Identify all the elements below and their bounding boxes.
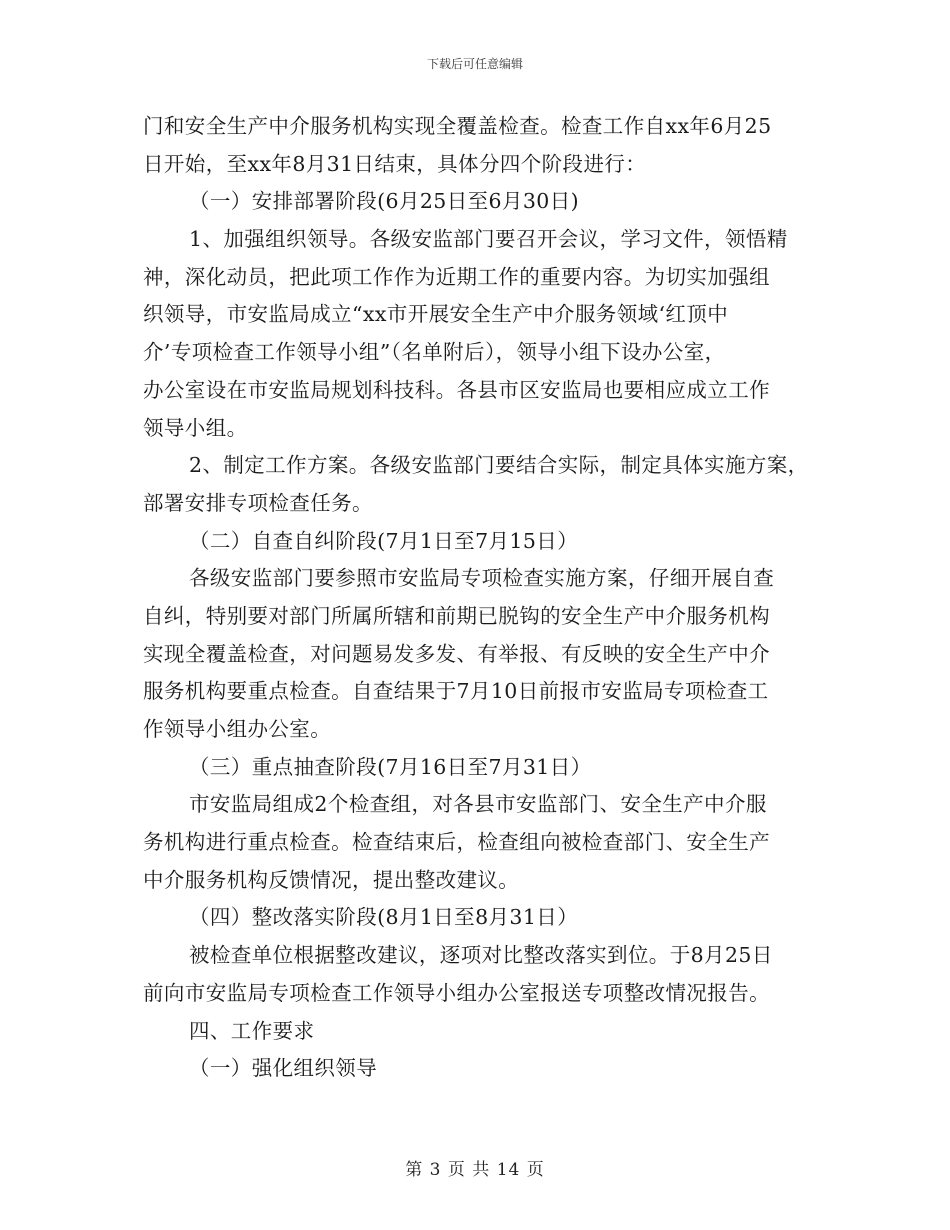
section-heading: （三）重点抽查阶段(7月16日至7月31日） (189, 754, 592, 779)
text-line: 实现全覆盖检查，对问题易发多发、有举报、有反映的安全生产中介 (143, 641, 770, 666)
text-line: 领导小组。 (143, 415, 248, 440)
text-line: 织领导，市安监局成立“xx市开展安全生产中介服务领域‘红顶中 (143, 302, 729, 327)
text-line: 各级安监部门要参照市安监局专项检查实施方案，仔细开展自查 (189, 566, 775, 591)
text-line: 神，深化动员，把此项工作作为近期工作的重要内容。为切实加强组 (143, 264, 770, 289)
section-heading: （二）自查自纠阶段(7月1日至7月15日） (189, 528, 579, 553)
section-heading: （一）强化组织领导 (189, 1056, 378, 1081)
text-line: 介’专项检查工作领导小组”（名单附后），领导小组下设办公室， (143, 340, 726, 365)
text-line: 被检查单位根据整改建议，逐项对比整改落实到位。于8月25日 (189, 943, 773, 968)
section-heading: 四、工作要求 (189, 1018, 315, 1043)
document-body (143, 108, 843, 1088)
text-line: 服务机构要重点检查。自查结果于7月10日前报市安监局专项检查工 (143, 679, 769, 704)
text-line: 部署安排专项检查任务。 (143, 490, 373, 515)
text-line: 自纠，特别要对部门所属所辖和前期已脱钩的安全生产中介服务机构 (143, 603, 770, 628)
text-line: 办公室设在市安监局规划科技科。各县市区安监局也要相应成立工作 (143, 377, 770, 402)
text-line: 日开始，至xx年8月31日结束，具体分四个阶段进行： (143, 151, 647, 176)
text-line: 作领导小组办公室。 (143, 717, 332, 741)
text-line: 中介服务机构反馈情况，提出整改建议。 (143, 867, 520, 892)
section-heading: （四）整改落实阶段(8月1日至8月31日） (189, 905, 579, 930)
page-header: 下载后可任意编辑 (426, 57, 523, 71)
text-line: 2、制定工作方案。各级安监部门要结合实际，制定具体实施方案， (189, 453, 809, 478)
text-line: 市安监局组成2个检查组，对各县市安监部门、安全生产中介服 (189, 792, 767, 817)
text-line: 1、加强组织领导。各级安监部门要召开会议，学习文件，领悟精 (189, 227, 788, 252)
text-line: 门和安全生产中介服务机构实现全覆盖检查。检查工作自xx年6月25 (143, 114, 772, 138)
section-heading: （一）安排部署阶段(6月25日至6月30日) (189, 189, 580, 214)
text-line: 务机构进行重点检查。检查结束后，检查组向被检查部门、安全生产 (143, 830, 770, 855)
page-number: 第 3 页 共 14 页 (405, 1160, 545, 1180)
text-line: 前向市安监局专项检查工作领导小组办公室报送专项整改情况报告。 (143, 980, 770, 1005)
